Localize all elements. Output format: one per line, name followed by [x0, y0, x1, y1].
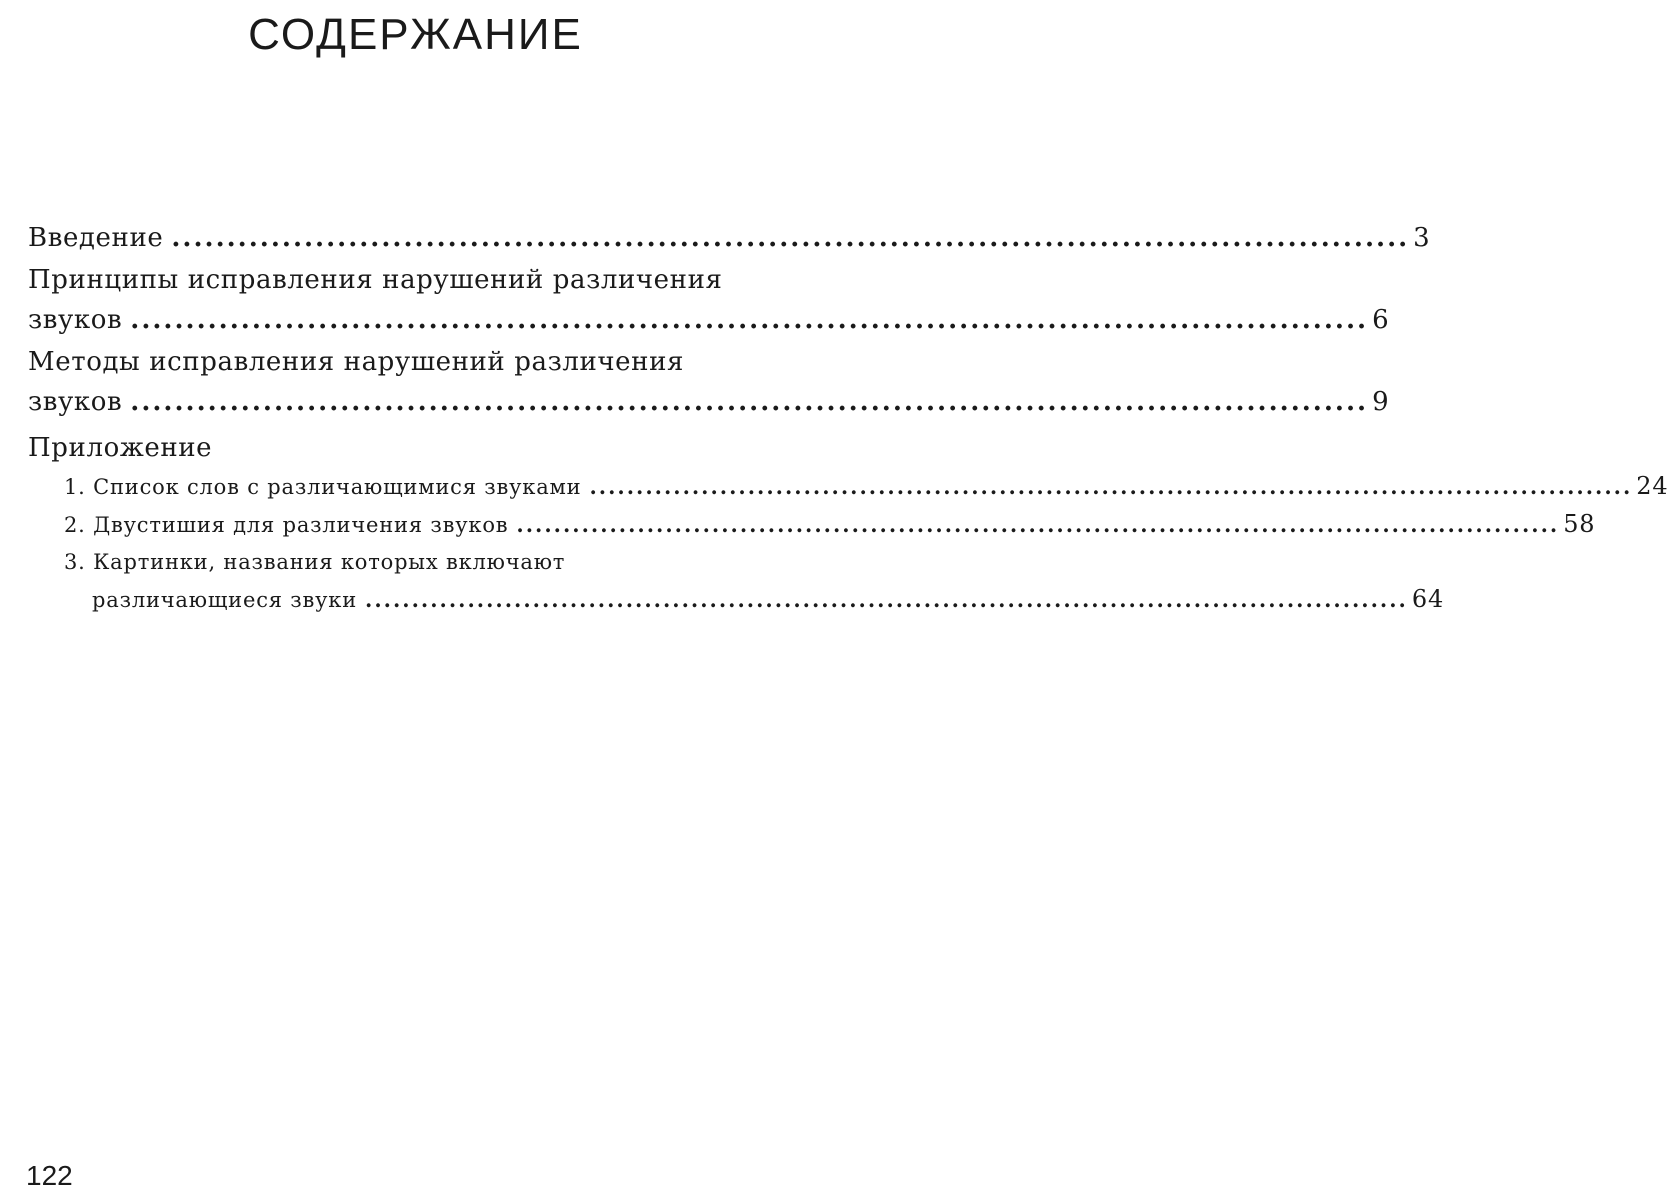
- table-of-contents: [28, 218, 1668, 619]
- toc-entry-appendix[interactable]: [28, 428, 805, 468]
- dot-leader: ................................................................................................................: [516, 512, 1560, 537]
- dot-leader: ................................................................................................................: [365, 587, 1408, 612]
- dot-leader: ................................................................................................................: [171, 223, 1410, 253]
- toc-entry-title-continued: звуков: [28, 305, 123, 335]
- dot-leader: ................................................................................................................: [589, 474, 1633, 499]
- toc-page-number: 24: [1636, 472, 1668, 500]
- toc-entry-principles[interactable]: [28, 260, 1390, 340]
- toc-page-number: 9: [1372, 387, 1390, 417]
- toc-subentry-pictures[interactable]: [28, 544, 1445, 619]
- toc-entry-title: Методы исправления нарушений различения: [28, 347, 685, 377]
- toc-page-number: 3: [1413, 223, 1431, 253]
- toc-subentry-couplets[interactable]: [28, 506, 1596, 544]
- toc-page-number: 6: [1372, 305, 1390, 335]
- toc-subentry-title: 1. Список слов с различающимися звуками: [64, 475, 582, 499]
- toc-entry-methods[interactable]: [28, 342, 1390, 422]
- dot-leader: ................................................................................................................: [130, 305, 1369, 335]
- toc-subentry-title: 3. Картинки, названия которых включают: [64, 550, 566, 574]
- toc-entry-title: Принципы исправления нарушений различения: [28, 265, 723, 295]
- toc-page-number: 64: [1411, 585, 1445, 613]
- toc-entry-title: Приложение: [28, 433, 213, 463]
- toc-page-number: 58: [1563, 510, 1596, 538]
- toc-subentry-title: 2. Двустишия для различения звуков: [64, 513, 509, 537]
- page-title: СОДЕРЖАНИЕ: [248, 10, 583, 59]
- toc-subentry-word-list[interactable]: [28, 468, 1668, 506]
- dot-leader: ................................................................................................................: [130, 387, 1369, 417]
- toc-entry-introduction[interactable]: [28, 218, 1431, 258]
- toc-entry-title: Введение: [28, 223, 164, 253]
- toc-entry-title-continued: звуков: [28, 387, 123, 417]
- page-number: 122: [26, 1160, 73, 1191]
- toc-subentry-title-continued: различающиеся звуки: [92, 588, 358, 612]
